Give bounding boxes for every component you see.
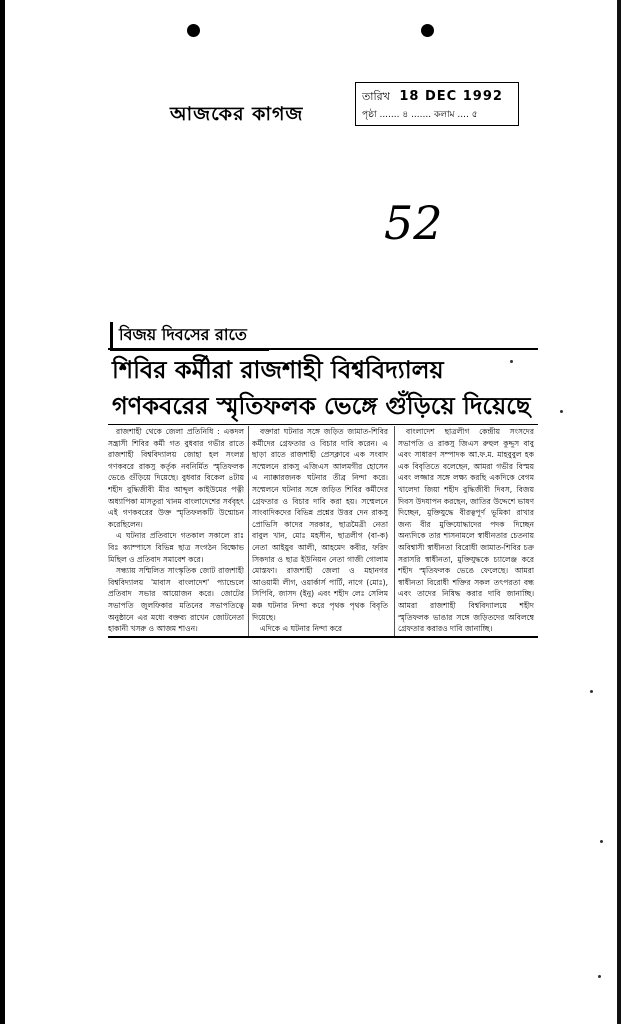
stamp-date-row [362,88,503,107]
scan-left-edge [0,0,5,1024]
column-1-paragraph: রাজশাহী থেকে জেলা প্রতিনিধি : একদল সন্ত্রাসী শিবির কর্মী গত বুধবার গভীর রাতে রাজশাহী বিশ্ববিদ্যালয় জোহা হল সংলগ্ন গণকবরে রাকসু কর্তৃক নবনির্মিত স্মৃতিফলক ভেঙে গুঁড়িয়ে দিয়েছে। বুধবার বিকেল ৪টায় শহীদ বুদ্ধিজীবী মীর আব্দুল কাইউমের পত্নী অধ্যাপিকা মাসতুরা খানম বাংলাদেশের সর্ববৃহৎ এই গণকবরের উক্ত স্মৃতিফলকটি উন্মোচন করেছিলেন। [108,427,244,529]
archive-date-stamp [355,82,519,126]
article-kicker: বিজয় দিবসের রাতে [110,322,269,351]
newspaper-clipping [100,320,540,640]
article-column-1 [108,426,244,638]
scan-speck [600,840,603,843]
scan-speck [590,690,593,693]
stamp-page-label: পৃষ্ঠা [362,110,377,120]
bottom-rule [108,636,538,638]
stamp-column-label: কলাম [433,110,455,120]
column-divider [394,426,395,636]
headline-rule [108,424,538,425]
scan-right-edge [617,0,621,1024]
newspaper-masthead: আজকের কাগজ [170,103,304,125]
column-divider [248,426,249,636]
stamp-date: 18 DEC 1992 [399,89,503,104]
column-3-paragraph: বাংলাদেশ ছাত্রলীগ কেন্দ্রীয় সংসদের সভাপতি ও রাকসু জিএস রুহুল কুদ্দুস বাবু এবং সাধারণ সম্পাদক আ.ফ.ম. মাহবুবুল হক এক বিবৃতিতে বলেছেন, আমরা গভীর বিস্ময় এবং লজ্জার সঙ্গে লক্ষ্য করছি একদিকে বেগম খালেদা জিয়া শহীদ বুদ্ধিজীবী দিবস, বিজয় দিবস উদযাপন করছেন, জাতির উদ্দেশে ভাষণ দিচ্ছেন, মুক্তিযুদ্ধে বীরত্বপূর্ণ ভূমিকা রাখার জন্য বীর মুক্তিযোদ্ধাদের পদক দিচ্ছেন অন্যদিকে তার শাসনামলে স্বাধীনতার চেতনায় অবিশ্বাসী স্বাধীনতা বিরোধী জামাত-শিবির চক্র সরাসরি স্বাধীনতা, মুক্তিযুদ্ধকে চ্যালেঞ্জ করে শহীদ স্মৃতিফলক ভেঙে ফেলেছে। আমরা স্বাধীনতা বিরোধী শক্তির সকল তৎপরতা বন্ধ এবং তাদের নিষিদ্ধ করার দাবি জানাচ্ছি। আমরা রাজশাহী বিশ্ববিদ্যালয়ে শহীদ স্মৃতিফলক ভাঙার সঙ্গে জড়িতদের অবিলম্বে গ্রেফতার করারও দাবি জানাচ্ছি। [398,427,534,634]
column-2-paragraph: বক্তারা ঘটনার সঙ্গে জড়িত জামাত-শিবির কর্মীদের গ্রেফতার ও বিচার দাবি করেন। এ ছাড়া রাতে রাজশাহী প্রেসক্লাবে এক সংবাদ সম্মেলনে রাকসু এজিএস আলমগীর হোসেন এ ন্যাক্কারজনক ঘটনার তীব্র নিন্দা করে। সম্মেলনে ঘটনার সঙ্গে জড়িত শিবির কর্মীদের গ্রেফতার ও বিচার দাবি করা হয়। সম্মেলনে সাংবাদিকদের বিভিন্ন প্রশ্নের উত্তর দেন রাকসু প্রোভিসি কাদের সরকার, ছাত্রমৈত্রী নেতা বাবুল খান, মোঃ মহসীন, ছাত্রলীগ (বা-ক) নেতা আইয়ুব আলী, আহমেদ কবীর, ফরিদ সিকদার ও ছাত্র ইউনিয়ন নেতা গাজী গোলাম মোস্তফা। রাজশাহী জেলা ও মহানগর আওয়ামী লীগ, ওয়ার্কার্স পার্টি, নাগে (মোঃ), সিপিবি, জাসদ (ইনু) এবং শহীদ লেঃ সেলিম মঞ্চ ঘটনার নিন্দা করে পৃথক পৃথক বিবৃতি দিয়েছে। [252,427,388,622]
scan-speck [598,975,601,978]
top-rule [108,348,538,350]
punch-hole-left [187,24,200,37]
scan-speck [510,360,513,363]
scan-speck [560,410,563,413]
article-column-3 [398,426,534,638]
stamp-page-row: পৃষ্ঠা ....... ৪ ....... কলাম .... ৫ [362,110,478,120]
column-1-paragraph: এ ঘটনার প্রতিবাদে গতকাল সকালে রাঃ বিঃ ক্যাম্পাসে বিভিন্ন ছাত্র সংগঠন বিক্ষোভ মিছিল ও প্রতিবাদ সমাবেশ করে। [108,531,244,564]
stamp-column-value: ৫ [471,110,478,120]
handwritten-page-number: 52 [384,196,443,250]
stamp-page-value: ৪ [402,110,409,120]
column-2-paragraph: এদিকে এ ঘটনার নিন্দা করে [260,624,342,634]
article-headline: শিবির কর্মীরা রাজশাহী বিশ্ববিদ্যালয় গণকবরের স্মৃতিফলক ভেঙ্গে গুঁড়িয়ে দিয়েছে [112,356,531,420]
stamp-date-label: তারিখ [362,90,390,103]
punch-hole-right [421,24,434,37]
column-1-paragraph: সন্ধ্যায় সম্মিলিত সাংস্কৃতিক জোট রাজশাহী বিশ্ববিদ্যালয় 'মাবাস বাংলাদেশ' প্যান্ডেলে প্রতিবাদ সভার আয়োজন করে। জোটের সভাপতি জুলফিকার মতিনের সভাপতিত্বে অনুষ্ঠানে এর মধ্যে বক্তব্য রাখেন জোটনেতা হাকানী খসরু ও আজম শাওন। [108,566,244,634]
article-column-2 [252,426,388,638]
